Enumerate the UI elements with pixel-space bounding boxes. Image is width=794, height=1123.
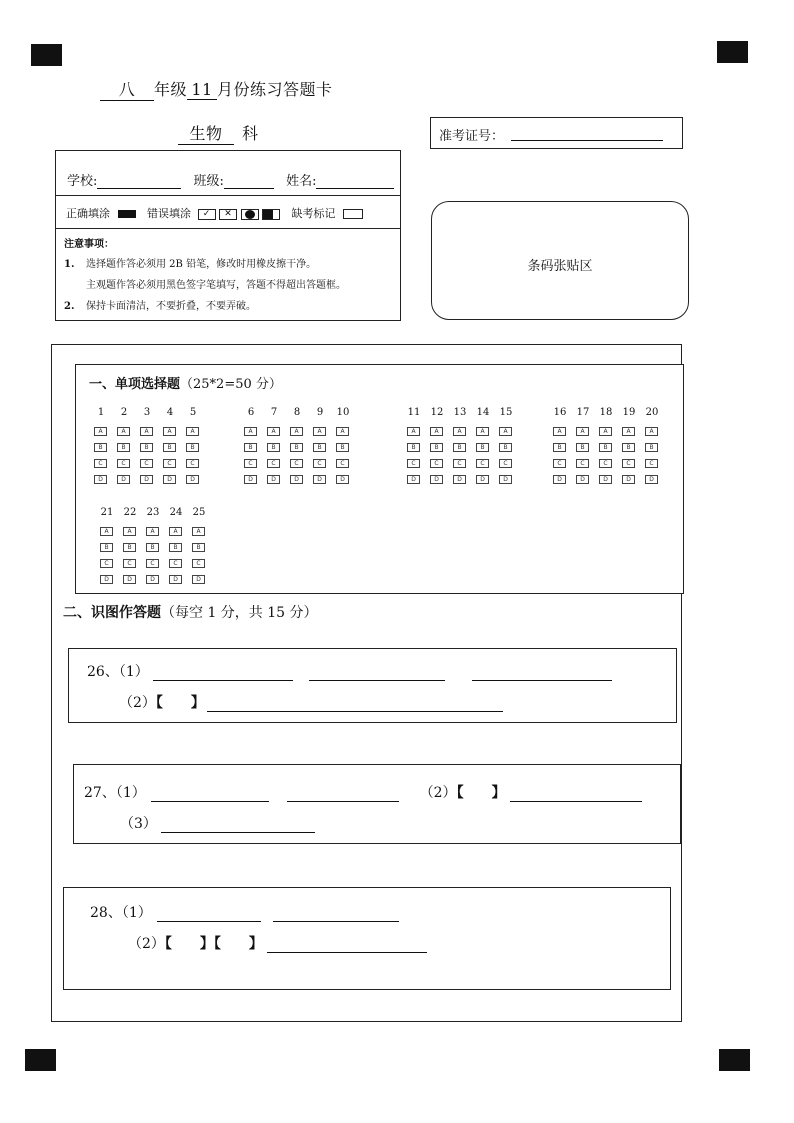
question-number-14: 14 — [476, 407, 490, 418]
notes-title: 注意事项： — [64, 239, 114, 250]
question-number-22: 22 — [123, 507, 137, 518]
bubble-q5-d[interactable]: D — [186, 475, 199, 484]
bubble-q17-c[interactable]: C — [576, 459, 589, 468]
question-number-11: 11 — [407, 407, 421, 418]
bubble-q13-d[interactable]: D — [453, 475, 466, 484]
bubble-q19-d[interactable]: D — [622, 475, 635, 484]
bubble-q25-d[interactable]: D — [192, 575, 205, 584]
bubble-q9-c[interactable]: C — [313, 459, 326, 468]
q28-label: 28、（1） — [90, 905, 152, 921]
bubble-q17-d[interactable]: D — [576, 475, 589, 484]
correct-fill-label: 正确填涂 — [66, 207, 110, 220]
bubble-q5-c[interactable]: C — [186, 459, 199, 468]
bubble-q25-b[interactable]: B — [192, 543, 205, 552]
question-number-16: 16 — [553, 407, 567, 418]
absent-label: 缺考标记 — [291, 207, 336, 220]
q26-blank-3[interactable] — [472, 666, 612, 681]
bubble-q12-a[interactable]: A — [430, 427, 443, 436]
question-number-18: 18 — [599, 407, 613, 418]
bubble-q23-c[interactable]: C — [146, 559, 159, 568]
question-26-box — [68, 648, 677, 723]
bubble-q10-d[interactable]: D — [336, 475, 349, 484]
question-number-3: 3 — [143, 407, 151, 418]
question-number-10: 10 — [336, 407, 350, 418]
question-number-2: 2 — [120, 407, 128, 418]
section1-score: （25*2=50 分） — [180, 377, 282, 392]
corner-marker-bottom-left — [25, 1049, 56, 1071]
q27-bracket-close: 】 — [491, 785, 506, 801]
bubble-q25-c[interactable]: C — [192, 559, 205, 568]
q28-bracket-open-1: 【 — [164, 936, 172, 952]
bubble-q9-b[interactable]: B — [313, 443, 326, 452]
q26-bracket-open: 【 — [155, 695, 163, 711]
bubble-q5-b[interactable]: B — [186, 443, 199, 452]
bubble-q3-c[interactable]: C — [140, 459, 153, 468]
bubble-q17-b[interactable]: B — [576, 443, 589, 452]
bubble-q1-b[interactable]: B — [94, 443, 107, 452]
wrong-fill-label: 错误填涂 — [147, 207, 191, 220]
bubble-q22-c[interactable]: C — [123, 559, 136, 568]
bubble-q1-a[interactable]: A — [94, 427, 107, 436]
q26-bracket-close: 】 — [190, 695, 205, 711]
q26-blank-1[interactable] — [153, 666, 293, 681]
bubble-q6-d[interactable]: D — [244, 475, 257, 484]
bubble-q16-d[interactable]: D — [553, 475, 566, 484]
bubble-q6-a[interactable]: A — [244, 427, 257, 436]
q27-bracket-open: 【 — [456, 785, 464, 801]
q26-blank-4[interactable] — [207, 697, 503, 712]
q26-blank-2[interactable] — [309, 666, 445, 681]
q26-row1 — [87, 661, 612, 681]
correct-fill-sample — [118, 210, 136, 218]
bubble-q25-a[interactable]: A — [192, 527, 205, 536]
q28-blank-3[interactable] — [267, 938, 427, 953]
q27-part2-label: （2） — [419, 785, 457, 801]
month-value: 11 — [187, 80, 217, 100]
bubble-q10-a[interactable]: A — [336, 427, 349, 436]
q28-row1 — [90, 902, 399, 922]
page-title — [100, 77, 333, 101]
bubble-q3-b[interactable]: B — [140, 443, 153, 452]
q27-label: 27、（1） — [84, 785, 146, 801]
bubble-q18-c[interactable]: C — [599, 459, 612, 468]
corner-marker-top-left — [31, 44, 62, 66]
q26-label: 26、（1） — [87, 664, 149, 680]
bubble-q24-c[interactable]: C — [169, 559, 182, 568]
bubble-q20-b[interactable]: B — [645, 443, 658, 452]
question-number-9: 9 — [316, 407, 324, 418]
name-field[interactable] — [316, 174, 394, 189]
bubble-q6-b[interactable]: B — [244, 443, 257, 452]
bubble-q13-a[interactable]: A — [453, 427, 466, 436]
class-field[interactable] — [224, 174, 274, 189]
grade-value: 八 — [100, 77, 154, 101]
question-number-23: 23 — [146, 507, 160, 518]
section2-title-row — [63, 602, 318, 622]
bubble-q15-c[interactable]: C — [499, 459, 512, 468]
q26-row2 — [119, 692, 503, 712]
bubble-q18-d[interactable]: D — [599, 475, 612, 484]
question-number-25: 25 — [192, 507, 206, 518]
question-number-13: 13 — [453, 407, 467, 418]
bubble-q11-c[interactable]: C — [407, 459, 420, 468]
bubble-q15-b[interactable]: B — [499, 443, 512, 452]
bubble-q8-a[interactable]: A — [290, 427, 303, 436]
section1-box — [75, 364, 684, 594]
q28-blank-2[interactable] — [273, 907, 399, 922]
bubble-q18-a[interactable]: A — [599, 427, 612, 436]
q27-part3-label: （3） — [120, 816, 157, 832]
bubble-q13-b[interactable]: B — [453, 443, 466, 452]
section2-score: （每空 1 分，共 15 分） — [161, 605, 318, 621]
barcode-label: 条码张贴区 — [527, 259, 593, 274]
note-text: 选择题作答必须用 2B 铅笔，修改时用橡皮擦干净。 — [86, 259, 317, 270]
bubble-q7-c[interactable]: C — [267, 459, 280, 468]
bubble-q11-a[interactable]: A — [407, 427, 420, 436]
bubble-q12-b[interactable]: B — [430, 443, 443, 452]
bubble-q20-d[interactable]: D — [645, 475, 658, 484]
bubble-q8-b[interactable]: B — [290, 443, 303, 452]
bubble-q14-b[interactable]: B — [476, 443, 489, 452]
bubble-q4-a[interactable]: A — [163, 427, 176, 436]
note-number: 1. — [64, 259, 75, 270]
bubble-q24-d[interactable]: D — [169, 575, 182, 584]
bubble-q9-d[interactable]: D — [313, 475, 326, 484]
student-info-box — [55, 150, 401, 321]
q28-row2 — [128, 933, 427, 953]
bubble-q22-d[interactable]: D — [123, 575, 136, 584]
question-number-6: 6 — [247, 407, 255, 418]
bubble-q6-c[interactable]: C — [244, 459, 257, 468]
q27-blank-1[interactable] — [151, 787, 269, 802]
wrong-fill-check-icon: ✓ — [198, 209, 216, 220]
bubble-q4-c[interactable]: C — [163, 459, 176, 468]
question-number-12: 12 — [430, 407, 444, 418]
question-number-8: 8 — [293, 407, 301, 418]
bubble-q2-b[interactable]: B — [117, 443, 130, 452]
bubble-q8-d[interactable]: D — [290, 475, 303, 484]
barcode-area — [431, 201, 689, 320]
question-27-box — [73, 764, 681, 844]
note-1 — [64, 255, 316, 270]
corner-marker-top-right — [717, 41, 748, 63]
school-label: 学校: — [67, 174, 98, 189]
question-number-4: 4 — [166, 407, 174, 418]
note-2 — [64, 276, 346, 291]
bubble-q24-a[interactable]: A — [169, 527, 182, 536]
bubble-q7-b[interactable]: B — [267, 443, 280, 452]
bubble-q23-a[interactable]: A — [146, 527, 159, 536]
bubble-q21-c[interactable]: C — [100, 559, 113, 568]
bubble-q19-a[interactable]: A — [622, 427, 635, 436]
subject-value: 生物 — [178, 121, 234, 145]
exam-id-label: 准考证号： — [439, 129, 505, 144]
bubble-q23-b[interactable]: B — [146, 543, 159, 552]
bubble-q22-a[interactable]: A — [123, 527, 136, 536]
divider — [56, 228, 400, 229]
bubble-q14-d[interactable]: D — [476, 475, 489, 484]
bubble-q2-d[interactable]: D — [117, 475, 130, 484]
bubble-q15-d[interactable]: D — [499, 475, 512, 484]
bubble-q11-d[interactable]: D — [407, 475, 420, 484]
bubble-q11-b[interactable]: B — [407, 443, 420, 452]
wrong-fill-circle-icon — [241, 209, 259, 220]
bubble-q4-b[interactable]: B — [163, 443, 176, 452]
bubble-q14-a[interactable]: A — [476, 427, 489, 436]
school-row — [67, 170, 394, 189]
subject-suffix: 科 — [242, 124, 259, 143]
q27-blank-4[interactable] — [161, 818, 315, 833]
bubble-q12-c[interactable]: C — [430, 459, 443, 468]
question-number-7: 7 — [270, 407, 278, 418]
school-field[interactable] — [97, 174, 181, 189]
bubble-q4-d[interactable]: D — [163, 475, 176, 484]
bubble-q23-d[interactable]: D — [146, 575, 159, 584]
bubble-q17-a[interactable]: A — [576, 427, 589, 436]
bubble-q8-c[interactable]: C — [290, 459, 303, 468]
question-28-box — [63, 887, 671, 990]
q28-bracket-close-1: 】 — [199, 936, 214, 952]
bubble-q20-a[interactable]: A — [645, 427, 658, 436]
title-suffix: 月份练习答题卡 — [217, 80, 333, 99]
question-number-21: 21 — [100, 507, 114, 518]
bubble-q7-a[interactable]: A — [267, 427, 280, 436]
q28-bracket-open-2: 【 — [213, 936, 221, 952]
q27-row2 — [120, 813, 315, 833]
section1-title: 一、单项选择题 — [89, 377, 181, 392]
q27-row1 — [84, 782, 642, 802]
bubble-q5-a[interactable]: A — [186, 427, 199, 436]
bubble-q24-b[interactable]: B — [169, 543, 182, 552]
bubble-q2-a[interactable]: A — [117, 427, 130, 436]
bubble-q15-a[interactable]: A — [499, 427, 512, 436]
bubble-q21-b[interactable]: B — [100, 543, 113, 552]
bubble-q12-d[interactable]: D — [430, 475, 443, 484]
bubble-q7-d[interactable]: D — [267, 475, 280, 484]
bubble-q10-b[interactable]: B — [336, 443, 349, 452]
bubble-q18-b[interactable]: B — [599, 443, 612, 452]
bubble-q2-c[interactable]: C — [117, 459, 130, 468]
bubble-q10-c[interactable]: C — [336, 459, 349, 468]
question-number-5: 5 — [189, 407, 197, 418]
question-number-15: 15 — [499, 407, 513, 418]
bubble-q1-d[interactable]: D — [94, 475, 107, 484]
bubble-q3-d[interactable]: D — [140, 475, 153, 484]
bubble-q16-c[interactable]: C — [553, 459, 566, 468]
absent-mark-box[interactable] — [343, 209, 363, 219]
note-text: 主观题作答必须用黑色签字笔填写，答题不得超出答题框。 — [86, 280, 346, 291]
divider — [56, 195, 400, 196]
question-number-1: 1 — [97, 407, 105, 418]
bubble-q22-b[interactable]: B — [123, 543, 136, 552]
bubble-q3-a[interactable]: A — [140, 427, 153, 436]
note-number: 2. — [64, 301, 75, 312]
fill-legend-row — [66, 205, 396, 221]
bubble-q14-c[interactable]: C — [476, 459, 489, 468]
q27-blank-2[interactable] — [287, 787, 399, 802]
q28-part2-label: （2） — [128, 936, 165, 952]
wrong-fill-cross-icon: ✕ — [219, 209, 237, 220]
subject-title — [178, 121, 259, 145]
bubble-q21-d[interactable]: D — [100, 575, 113, 584]
grade-label: 年级 — [154, 80, 188, 99]
bubble-q20-c[interactable]: C — [645, 459, 658, 468]
q27-blank-3[interactable] — [510, 787, 642, 802]
question-number-20: 20 — [645, 407, 659, 418]
q28-blank-1[interactable] — [157, 907, 261, 922]
bubble-q1-c[interactable]: C — [94, 459, 107, 468]
bubble-q16-b[interactable]: B — [553, 443, 566, 452]
exam-id-field[interactable] — [511, 126, 663, 141]
bubble-q19-c[interactable]: C — [622, 459, 635, 468]
question-number-19: 19 — [622, 407, 636, 418]
bubble-q19-b[interactable]: B — [622, 443, 635, 452]
bubble-q9-a[interactable]: A — [313, 427, 326, 436]
name-label: 姓名: — [286, 174, 317, 189]
corner-marker-bottom-right — [719, 1049, 750, 1071]
wrong-fill-half-icon — [262, 209, 280, 220]
bubble-q16-a[interactable]: A — [553, 427, 566, 436]
section1-title-row — [89, 373, 282, 392]
q28-bracket-close-2: 】 — [248, 936, 263, 952]
note-text: 保持卡面清洁，不要折叠，不要弄破。 — [86, 301, 256, 312]
bubble-q21-a[interactable]: A — [100, 527, 113, 536]
question-number-24: 24 — [169, 507, 183, 518]
exam-id-box — [430, 117, 683, 149]
class-label: 班级: — [193, 174, 224, 189]
question-number-17: 17 — [576, 407, 590, 418]
bubble-q13-c[interactable]: C — [453, 459, 466, 468]
q26-part2-label: （2） — [119, 695, 156, 711]
section2-title: 二、识图作答题 — [63, 605, 161, 621]
note-3 — [64, 297, 256, 312]
